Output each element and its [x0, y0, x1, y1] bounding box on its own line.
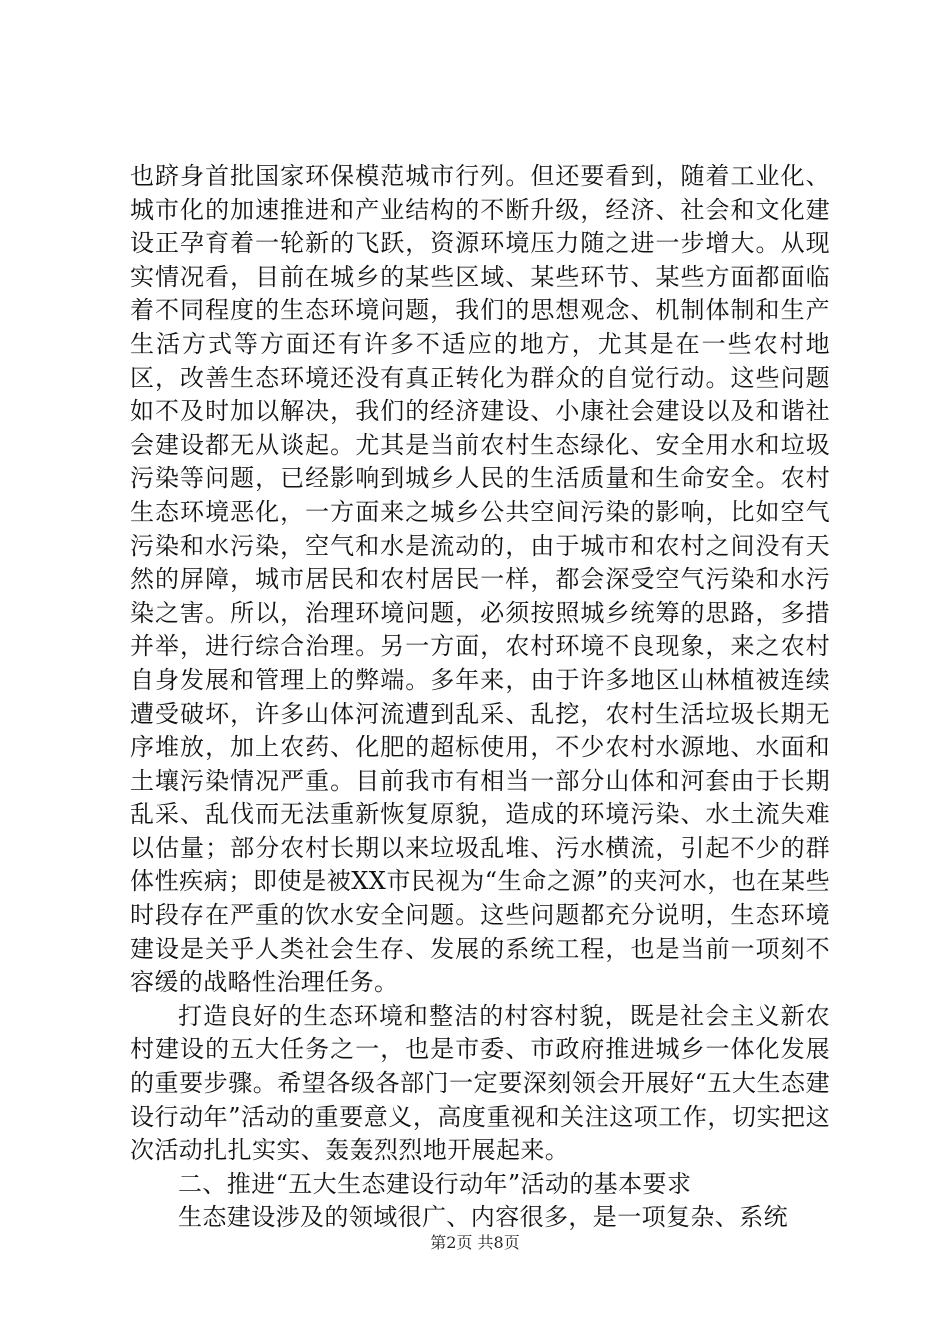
paragraph-continuation: 也跻身首批国家环保模范城市行列。但还要看到，随着工业化、城市化的加速推进和产业结构的不断升级，经济、社会和文化建设正孕育着一轮新的飞跃，资源环境压力随之进一步增大。从现实情况看，目前在城乡的某些区域、某些环节、某些方面都面临着不同程度的生态环境问题，我们的思想观念、机制体制和生产生活方式等方面还有许多不适应的地方，尤其是在一些农村地区，改善生态环境还没有真正转化为群众的自觉行动。这些问题如不及时加以解决，我们的经济建设、小康社会建设以及和谐社会建设都无从谈起。尤其是当前农村生态绿化、安全用水和垃圾污染等问题，已经影响到城乡人民的生活质量和生命安全。农村生态环境恶化，一方面来之城乡公共空间污染的影响，比如空气污染和水污染，空气和水是流动的，由于城市和农村之间没有天然的屏障，城市居民和农村居民一样，都会深受空气污染和水污染之害。所以，治理环境问题，必须按照城乡统筹的思路，多措并举，进行综合治理。另一方面，农村环境不良现象，来之农村自身发展和管理上的弊端。多年来，由于许多地区山林植被连续遭受破坏，许多山体河流遭到乱采、乱挖，农村生活垃圾长期无序堆放，加上农药、化肥的超标使用，不少农村水源地、水面和土壤污染情况严重。目前我市有相当一部分山体和河套由于长期乱采、乱伐而无法重新恢复原貌，造成的环境污染、水土流失难以估量；部分农村长期以来垃圾乱堆、污水横流，引起不少的群体性疾病；即使是被XX市民视为“生命之源”的夹河水，也在某些时段存在严重的饮水安全问题。这些问题都充分说明，生态环境建设是关乎人类社会生存、发展的系统工程，也是当前一项刻不容缓的战略性治理任务。 — [130, 162, 830, 997]
section-heading-basic-requirements: 二、推进“五大生态建设行动年”活动的基本要求 — [178, 1169, 692, 1198]
page-footer — [0, 1233, 950, 1253]
page-number-label: 第2页 共8页 — [430, 1233, 520, 1252]
paragraph-ecology-scope: 生态建设涉及的领域很广、内容很多，是一项复杂、系统 — [178, 1203, 788, 1232]
paragraph-ecology-importance: 打造良好的生态环境和整洁的村容村貌，既是社会主义新农村建设的五大任务之一，也是市委、市政府推进城乡一体化发展的重要步骤。希望各级各部门一定要深刻领会开展好“五大生态建设行动年”活动的重要意义，高度重视和关注这项工作，切实把这次活动扎扎实实、轰轰烈烈地开展起来。 — [130, 1001, 830, 1165]
document-body — [130, 160, 830, 1235]
